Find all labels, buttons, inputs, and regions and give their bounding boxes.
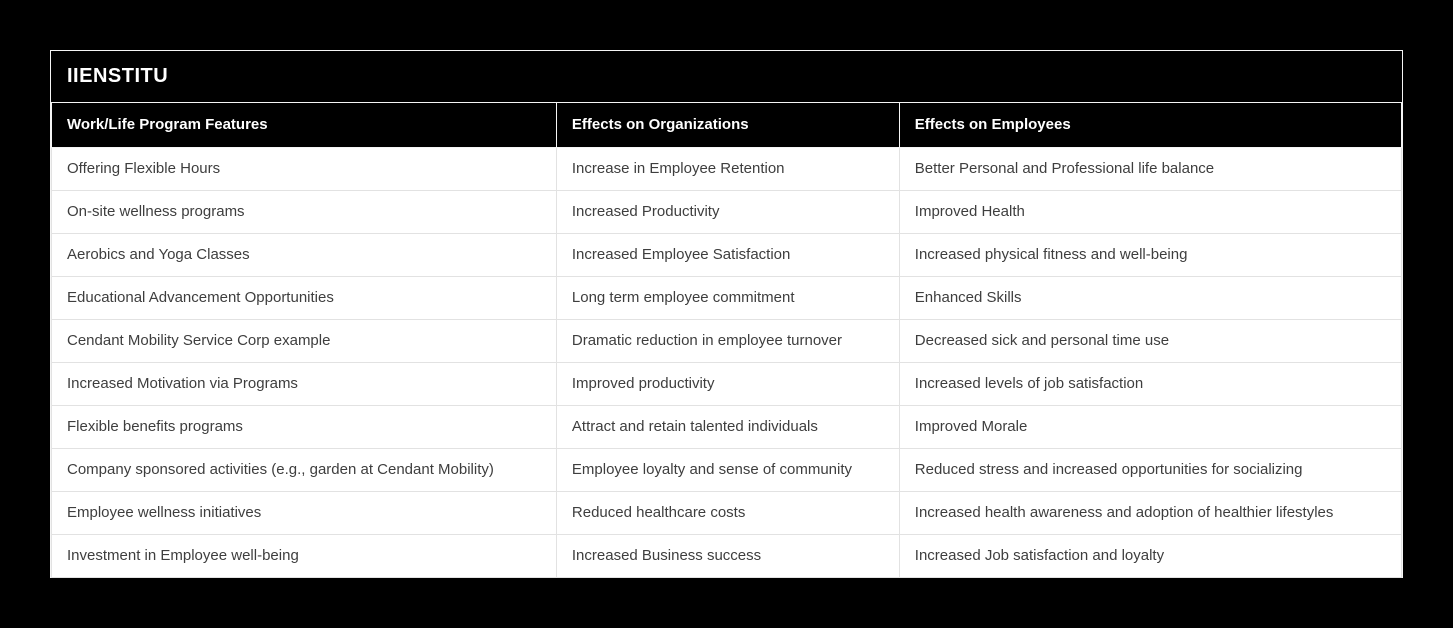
table-cell: Reduced stress and increased opportunities for socializing: [899, 448, 1401, 491]
header-row: [52, 103, 1402, 147]
table-cell: Increased health awareness and adoption of healthier lifestyles: [899, 491, 1401, 534]
table-cell: Increased Motivation via Programs: [52, 362, 557, 405]
table-cell: Employee wellness initiatives: [52, 491, 557, 534]
table-cell: Flexible benefits programs: [52, 405, 557, 448]
table-cell: Improved Health: [899, 190, 1401, 233]
table-cell: Employee loyalty and sense of community: [556, 448, 899, 491]
table-cell: Enhanced Skills: [899, 276, 1401, 319]
table-cell: Attract and retain talented individuals: [556, 405, 899, 448]
brand-title: IIENSTITU: [67, 65, 169, 87]
table-cell: Investment in Employee well-being: [52, 534, 557, 577]
table-row: [52, 147, 1402, 190]
table-cell: Cendant Mobility Service Corp example: [52, 319, 557, 362]
title-bar: [51, 51, 1402, 103]
table-cell: Better Personal and Professional life balance: [899, 147, 1401, 190]
table-cell: Increased Business success: [556, 534, 899, 577]
column-header-program-features: Work/Life Program Features: [52, 103, 557, 147]
table-cell: On-site wellness programs: [52, 190, 557, 233]
table-cell: Increased Job satisfaction and loyalty: [899, 534, 1401, 577]
table-cell: Improved Morale: [899, 405, 1401, 448]
table-row: [52, 534, 1402, 577]
table-cell: Increased physical fitness and well-being: [899, 233, 1401, 276]
table-row: [52, 405, 1402, 448]
table-row: [52, 362, 1402, 405]
table-row: [52, 319, 1402, 362]
table-cell: Long term employee commitment: [556, 276, 899, 319]
table-cell: Aerobics and Yoga Classes: [52, 233, 557, 276]
table-body: [52, 147, 1402, 577]
table-cell: Increase in Employee Retention: [556, 147, 899, 190]
worklife-table: [51, 103, 1402, 578]
table-row: [52, 276, 1402, 319]
table-cell: Increased Employee Satisfaction: [556, 233, 899, 276]
table-cell: Dramatic reduction in employee turnover: [556, 319, 899, 362]
table-cell: Reduced healthcare costs: [556, 491, 899, 534]
table-row: [52, 190, 1402, 233]
table-cell: Company sponsored activities (e.g., garden at Cendant Mobility): [52, 448, 557, 491]
table-cell: Increased levels of job satisfaction: [899, 362, 1401, 405]
table-row: [52, 448, 1402, 491]
table-card: [50, 50, 1403, 578]
table-cell: Improved productivity: [556, 362, 899, 405]
table-cell: Increased Productivity: [556, 190, 899, 233]
table-cell: Offering Flexible Hours: [52, 147, 557, 190]
table-header: [52, 103, 1402, 147]
table-row: [52, 233, 1402, 276]
table-cell: Educational Advancement Opportunities: [52, 276, 557, 319]
column-header-effects-organizations: Effects on Organizations: [556, 103, 899, 147]
table-cell: Decreased sick and personal time use: [899, 319, 1401, 362]
table-row: [52, 491, 1402, 534]
column-header-effects-employees: Effects on Employees: [899, 103, 1401, 147]
